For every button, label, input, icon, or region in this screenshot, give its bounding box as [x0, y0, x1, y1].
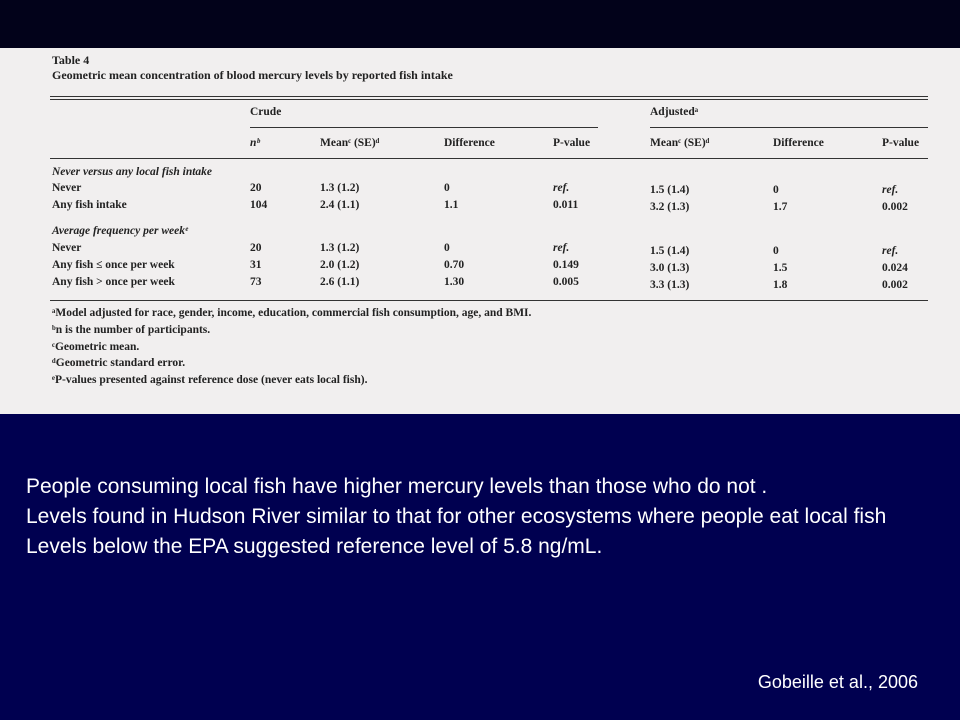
header-mean: Meanᶜ (SE)ᵈ: [320, 137, 380, 149]
table-scan-image: [0, 48, 960, 414]
row-n: 31: [250, 259, 262, 271]
row-adj-mean: 1.5 (1.4): [650, 245, 690, 257]
row-p-value: 0.149: [553, 259, 579, 271]
adjusted-group-header: Adjustedᵃ: [650, 106, 699, 118]
row-adj-difference: 1.8: [773, 279, 788, 291]
bullet-item: Levels below the EPA suggested reference level of 5.8 ng/mL.: [26, 535, 603, 558]
table-top-rule-2: [50, 99, 928, 100]
row-label: Any fish intake: [52, 199, 127, 211]
row-label: Any fish > once per week: [52, 276, 175, 288]
row-mean: 1.3 (1.2): [320, 242, 360, 254]
row-difference: 0: [444, 182, 450, 194]
header-adj-difference: Difference: [773, 137, 824, 149]
footnote-c: ᶜGeometric mean.: [52, 341, 140, 353]
bullet-item: People consuming local fish have higher mercury levels than those who do not .: [26, 475, 768, 498]
adjusted-group-rule: [650, 127, 928, 128]
section-label-never-vs-any: Never versus any local fish intake: [52, 166, 213, 178]
table-caption: Geometric mean concentration of blood mercury levels by reported fish intake: [52, 68, 453, 82]
citation: Gobeille et al., 2006: [757, 672, 918, 692]
section-label-frequency: Average frequency per weekᵉ: [52, 225, 189, 237]
row-adj-mean: 3.2 (1.3): [650, 201, 690, 213]
row-p-value: ref.: [553, 182, 570, 194]
row-label: Never: [52, 182, 82, 194]
row-mean: 2.4 (1.1): [320, 199, 360, 211]
row-difference: 1.30: [444, 276, 465, 288]
row-mean: 2.0 (1.2): [320, 259, 360, 271]
row-adj-p-value: 0.002: [882, 201, 908, 213]
header-n: nᵇ: [250, 137, 260, 149]
row-p-value: ref.: [553, 242, 570, 254]
row-adj-p-value: ref.: [882, 245, 899, 257]
header-difference: Difference: [444, 137, 495, 149]
header-adj-mean: Meanᶜ (SE)ᵈ: [650, 137, 710, 149]
row-label: Never: [52, 242, 82, 254]
bullet-item: Levels found in Hudson River similar to that for other ecosystems where people eat local fish: [26, 505, 887, 528]
row-n: 104: [250, 199, 268, 211]
row-label: Any fish ≤ once per week: [52, 259, 175, 271]
row-adj-difference: 0: [773, 245, 779, 257]
footnote-a: ᵃModel adjusted for race, gender, income, education, commercial fish consumption, age, and BMI.: [52, 307, 532, 319]
row-adj-mean: 3.3 (1.3): [650, 279, 690, 291]
row-n: 20: [250, 182, 262, 194]
bullet-list: [26, 472, 926, 562]
row-adj-p-value: 0.024: [882, 262, 908, 274]
row-adj-difference: 0: [773, 184, 779, 196]
row-p-value: 0.011: [553, 199, 579, 211]
header-p-value: P-value: [553, 137, 591, 149]
row-adj-difference: 1.5: [773, 262, 788, 274]
row-difference: 0.70: [444, 259, 465, 271]
row-adj-difference: 1.7: [773, 201, 788, 213]
row-difference: 0: [444, 242, 450, 254]
row-adj-mean: 1.5 (1.4): [650, 184, 690, 196]
row-adj-mean: 3.0 (1.3): [650, 262, 690, 274]
table-title: Table 4: [52, 53, 90, 67]
table-top-rule: [50, 96, 928, 97]
crude-group-rule: [250, 127, 598, 128]
row-difference: 1.1: [444, 199, 459, 211]
header-rule: [50, 158, 928, 159]
table-bottom-rule: [50, 300, 928, 301]
crude-group-header: Crude: [250, 106, 282, 118]
top-bar: [0, 0, 960, 48]
footnote-b: ᵇn is the number of participants.: [52, 324, 211, 336]
footnote-d: ᵈGeometric standard error.: [52, 357, 186, 369]
row-n: 73: [250, 276, 262, 288]
row-p-value: 0.005: [553, 276, 579, 288]
row-mean: 1.3 (1.2): [320, 182, 360, 194]
row-n: 20: [250, 242, 262, 254]
row-adj-p-value: 0.002: [882, 279, 908, 291]
footnote-e: ᵉP-values presented against reference dose (never eats local fish).: [52, 374, 368, 386]
row-adj-p-value: ref.: [882, 184, 899, 196]
row-mean: 2.6 (1.1): [320, 276, 360, 288]
header-adj-p-value: P-value: [882, 137, 920, 149]
